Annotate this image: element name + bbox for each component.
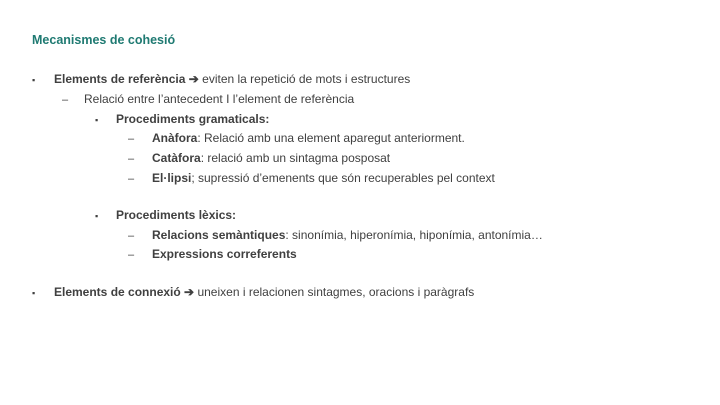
definition: : relació amb un sintagma posposat bbox=[200, 151, 391, 165]
bullet-marker: ▪ bbox=[95, 115, 99, 125]
term: Relacions semàntiques bbox=[152, 228, 286, 242]
bullet-marker: ▪ bbox=[32, 75, 36, 85]
item-description: uneixen i relacionen sintagmes, oracions i paràgrafs bbox=[197, 285, 475, 299]
dash-marker: – bbox=[128, 173, 135, 185]
list-item-gramaticals: Procediments gramaticals: bbox=[116, 112, 270, 126]
dash-marker: – bbox=[128, 230, 135, 242]
item-heading: Elements de referència bbox=[54, 72, 186, 86]
dash-marker: – bbox=[128, 249, 135, 261]
list-item-correferents: Expressions correferents bbox=[152, 247, 297, 261]
list-item-lexics: Procediments lèxics: bbox=[116, 208, 237, 222]
bullet-marker: ▪ bbox=[32, 288, 36, 298]
list-item-referencia bbox=[54, 72, 410, 86]
dash-marker: – bbox=[62, 94, 69, 106]
list-item-connexio bbox=[54, 285, 474, 299]
bullet-marker: ▪ bbox=[95, 211, 99, 221]
item-heading: Elements de connexió bbox=[54, 285, 181, 299]
arrow-icon: ➔ bbox=[188, 72, 199, 86]
term: Catàfora bbox=[152, 151, 201, 165]
item-description: eviten la repetició de mots i estructures bbox=[202, 72, 411, 86]
list-item-catafora bbox=[152, 151, 390, 165]
term: Anàfora bbox=[152, 131, 198, 145]
term: El·lipsi bbox=[152, 171, 192, 185]
definition: ; supressió d’emenents que són recuperables pel context bbox=[191, 171, 495, 185]
arrow-icon: ➔ bbox=[184, 285, 195, 299]
dash-marker: – bbox=[128, 153, 135, 165]
list-item-relacio: Relació entre l’antecedent I l’element de referència bbox=[84, 92, 355, 106]
definition: : Relació amb una element aparegut anteriorment. bbox=[197, 131, 465, 145]
list-item-elipsi bbox=[152, 171, 495, 185]
dash-marker: – bbox=[128, 133, 135, 145]
list-item-semantiques bbox=[152, 228, 543, 242]
list-item-anafora bbox=[152, 131, 465, 145]
slide-title: Mecanismes de cohesió bbox=[32, 33, 176, 47]
definition: : sinonímia, hiperonímia, hiponímia, antonímia… bbox=[285, 228, 543, 242]
